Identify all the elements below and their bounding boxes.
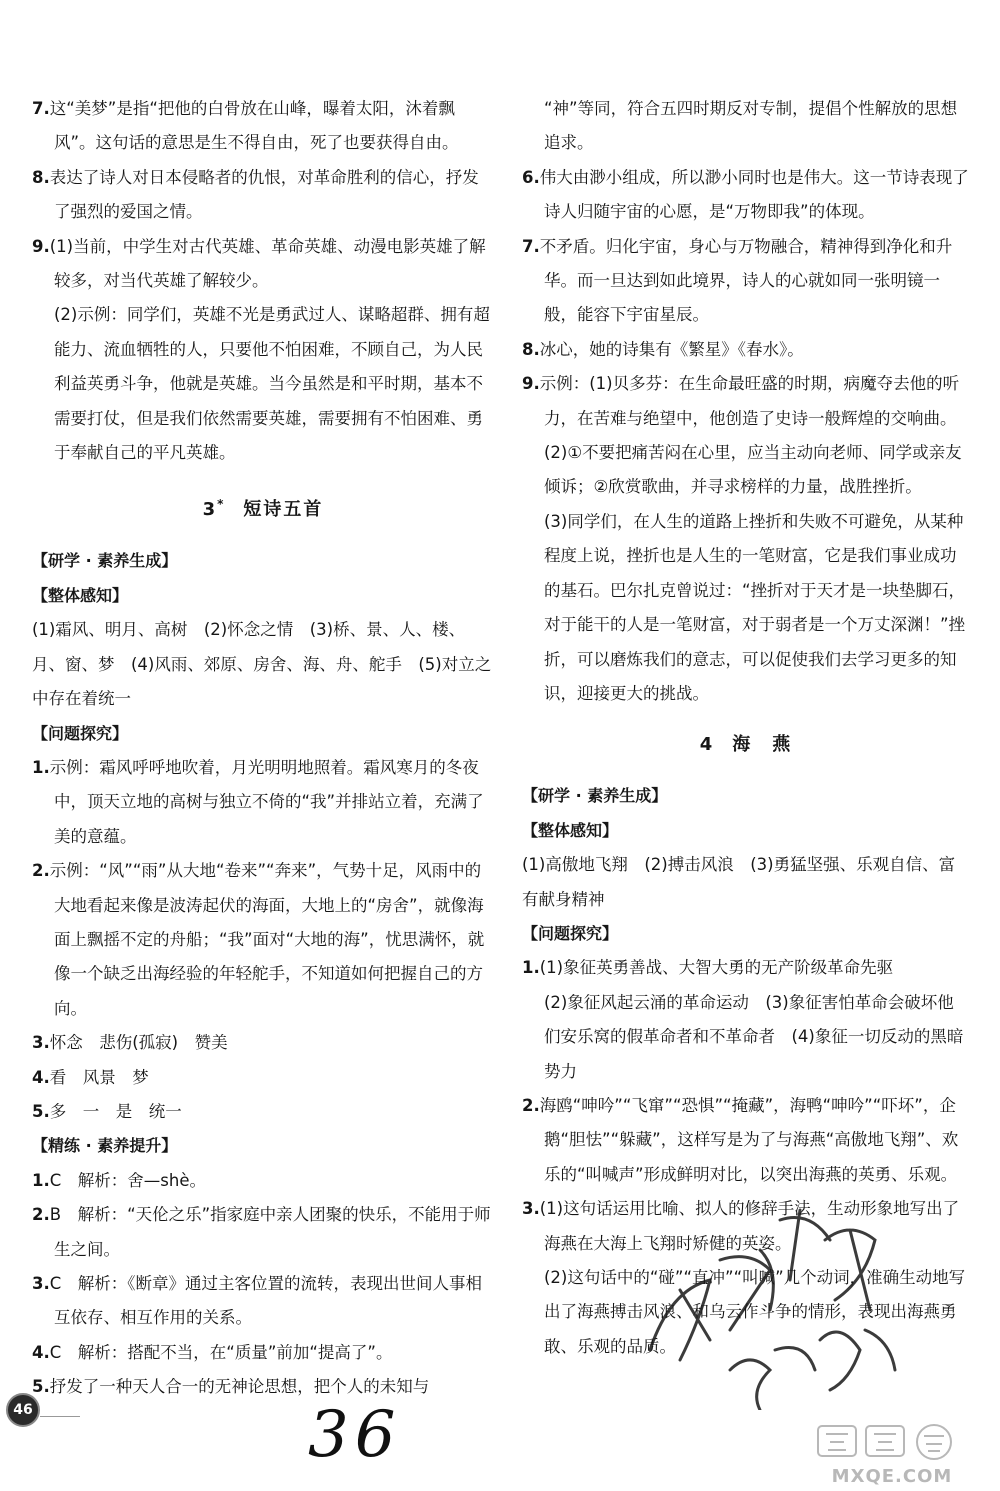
right-item-0 bbox=[522, 161, 970, 230]
s4-explore-item-0-number: 1. bbox=[522, 958, 540, 978]
left-item-0-text: 这“美梦”是指“把他的白骨放在山峰，曝着太阳，沐着飘风”。这句话的意思是生不得自由，死了也要获得自由。 bbox=[49, 99, 459, 153]
right-item-0-text: 伟大由渺小组成，所以渺小同时也是伟大。这一节诗表现了诗人归随宇宙的心愿，是“万物即我”的体现。 bbox=[539, 167, 969, 222]
section-4-explore-tag: 【问题探究】 bbox=[522, 923, 619, 943]
page-number-badge: 46 bbox=[6, 1393, 40, 1427]
section-3-study-tag: 【研学 · 素养生成】 bbox=[32, 551, 178, 571]
s3-practice-item-2 bbox=[32, 1267, 494, 1336]
s3-explore-item-0-text: 示例：霜风呼呼地吹着，月光明明地照着。霜风寒月的冬夜中，顶天立地的高树与独立不倚的“我”并排站立着，充满了美的意蕴。 bbox=[49, 757, 484, 846]
s4-explore-item-2-number: 3. bbox=[522, 1199, 540, 1219]
right-item-1-text: 不矛盾。归化宇宙，身心与万物融合，精神得到净化和升华。而一旦达到如此境界，诗人的心就如同一张明镜一般，能容下宇宙星辰。 bbox=[539, 236, 953, 325]
s4-explore-item-0-sub: (2)象征风起云涌的革命运动 (3)象征害怕革命会破坏他们安乐窝的假革命者和不革命者 (4)象征一切反动的黑暗势力 bbox=[544, 992, 964, 1081]
s3-practice-item-0-text: C 解析：舍—shè。 bbox=[49, 1170, 206, 1190]
right-item-0-number: 6. bbox=[522, 167, 540, 187]
section-3-overall-tag: 【整体感知】 bbox=[32, 585, 129, 605]
left-item-2-number: 9. bbox=[32, 236, 50, 256]
s3-explore-item-2-text: 怀念 悲伤(孤寂) 赞美 bbox=[49, 1033, 228, 1053]
s3-explore-item-1 bbox=[32, 854, 494, 1026]
s3-practice-item-1-text: B 解析：“天伦之乐”指家庭中亲人团聚的快乐，不能用于师生之间。 bbox=[49, 1205, 491, 1259]
s3-practice-item-3-number: 4. bbox=[32, 1342, 50, 1362]
s3-explore-item-0 bbox=[32, 751, 494, 854]
s3-explore-item-3 bbox=[32, 1061, 494, 1095]
left-item-0-number: 7. bbox=[32, 99, 50, 118]
s3-practice-item-3-text: C 解析：搭配不当，在“质量”前加“提高了”。 bbox=[49, 1342, 393, 1362]
page-number-rule bbox=[40, 1416, 80, 1417]
s3-practice-item-1-number: 2. bbox=[32, 1205, 50, 1225]
s3-explore-item-4-text: 多 一 是 统一 bbox=[49, 1101, 182, 1121]
right-column bbox=[522, 92, 970, 1364]
s3-practice-item-2-text: C 解析：《断章》通过主客位置的流转，表现出世间人事相互依存、相互作用的关系。 bbox=[49, 1274, 483, 1328]
right-item-3-text: 示例：(1)贝多芬：在生命最旺盛的时期，病魔夺去他的听力，在苦难与绝望中，他创造了史诗一般辉煌的交响曲。 bbox=[539, 374, 960, 428]
right-item-2-number: 8. bbox=[522, 339, 540, 359]
s3-explore-item-1-number: 2. bbox=[32, 861, 50, 881]
left-item-2 bbox=[32, 230, 494, 299]
s3-practice-item-3 bbox=[32, 1336, 494, 1370]
s3-explore-item-3-number: 4. bbox=[32, 1067, 50, 1087]
section-3-overall-text: (1)霜风、明月、高树 (2)怀念之情 (3)桥、景、人、楼、月、窗、梦 (4)风雨、郊原、房舍、海、舟、舵手 (5)对立之中存在着统一 bbox=[32, 620, 492, 709]
s4-explore-item-2-text: (1)这句话运用比喻、拟人的修辞手法，生动形象地写出了海燕在大海上飞翔时矫健的英姿。 bbox=[539, 1199, 960, 1253]
left-item-2-text: (1)当前，中学生对古代英雄、革命英雄、动漫电影英雄了解较多，对当代英雄了解较少。 bbox=[49, 236, 486, 291]
s3-explore-item-4-number: 5. bbox=[32, 1101, 50, 1121]
continuation-text: “神”等同，符合五四时期反对专制，提倡个性解放的思想追求。 bbox=[544, 99, 958, 153]
right-item-3-number: 9. bbox=[522, 374, 540, 394]
handwritten-page-number: 36 bbox=[308, 1398, 402, 1472]
right-item-1-number: 7. bbox=[522, 236, 540, 256]
answer-site-logo bbox=[800, 1420, 995, 1490]
left-item-1 bbox=[32, 161, 494, 230]
s4-explore-item-1 bbox=[522, 1089, 970, 1192]
s4-explore-item-1-number: 2. bbox=[522, 1095, 540, 1115]
section-4-overall-tag: 【整体感知】 bbox=[522, 820, 619, 840]
right-item-3 bbox=[522, 367, 970, 436]
s4-explore-item-0 bbox=[522, 951, 970, 985]
s3-practice-item-4-text: 抒发了一种天人合一的无神论思想，把个人的未知与 bbox=[49, 1377, 430, 1397]
s3-explore-item-0-number: 1. bbox=[32, 757, 50, 777]
section-4-study-tag: 【研学 · 素养生成】 bbox=[522, 786, 668, 806]
section-3-explore-tag: 【问题探究】 bbox=[32, 723, 129, 743]
section-4-title: 4 海 燕 bbox=[699, 734, 793, 756]
section-3-title: 3* 短诗五首 bbox=[202, 497, 324, 521]
s3-explore-item-1-text: 示例：“风”“雨”从大地“卷来”“奔来”，气势十足，风雨中的大地看起来像是波涛起伏的海面，大地上的“房舍”，就像海面上飘摇不定的舟船；“我”面对“大地的海”，忧思满怀，就像一个缺乏出海经验的年轻舵手，不知道如何把握自己的方向。 bbox=[49, 861, 485, 1018]
s3-practice-item-4 bbox=[32, 1370, 494, 1404]
s3-explore-item-3-text: 看 风景 梦 bbox=[49, 1067, 149, 1087]
left-item-1-text: 表达了诗人对日本侵略者的仇恨，对革命胜利的信心，抒发了强烈的爱国之情。 bbox=[49, 167, 479, 222]
right-item-2 bbox=[522, 333, 970, 367]
left-item-0 bbox=[32, 92, 494, 161]
svg-text:MXQE.COM: MXQE.COM bbox=[831, 1466, 953, 1487]
s3-explore-item-2-number: 3. bbox=[32, 1033, 50, 1053]
left-column bbox=[32, 92, 494, 1405]
s4-explore-item-2-sub: (2)这句话中的“碰”“直冲”“叫喊”几个动词，准确生动地写出了海燕搏击风浪、和乌云作斗争的情形，表现出海燕勇敢、乐观的品质。 bbox=[544, 1268, 966, 1356]
s3-practice-item-2-number: 3. bbox=[32, 1274, 50, 1293]
item-9-sub-2-right: (2)①不要把痛苦闷在心里，应当主动向老师、同学或亲友倾诉；②欣赏歌曲，并寻求榜样的力量，战胜挫折。 bbox=[544, 443, 962, 497]
s3-practice-item-1 bbox=[32, 1198, 494, 1267]
right-item-2-text: 冰心，她的诗集有《繁星》《春水》。 bbox=[539, 339, 804, 359]
s3-practice-item-4-number: 5. bbox=[32, 1377, 50, 1397]
right-item-1 bbox=[522, 230, 970, 333]
left-item-1-number: 8. bbox=[32, 167, 50, 187]
watermark-stamp bbox=[610, 1180, 930, 1410]
s4-explore-item-0-text: (1)象征英勇善战、大智大勇的无产阶级革命先驱 bbox=[539, 958, 894, 978]
item-9-sub-2: (2)示例：同学们，英雄不光是勇武过人、谋略超群、拥有超能力、流血牺牲的人，只要他不怕困难，不顾自己，为人民利益英勇斗争，他就是英雄。当今虽然是和平时期，基本不需要打仗，但是我们依然需要英雄，需要拥有不怕困难、勇于奉献自己的平凡英雄。 bbox=[54, 305, 490, 463]
item-9-sub-3-right: (3)同学们，在人生的道路上挫折和失败不可避免，从某种程度上说，挫折也是人生的一笔财富，它是我们事业成功的基石。巴尔扎克曾说过：“挫折对于天才是一块垫脚石，对于能干的人是一笔财富，对于弱者是一个万丈深渊！”挫折，可以磨炼我们的意志，可以促使我们去学习更多的知识，迎接更大的挑战。 bbox=[544, 511, 966, 703]
section-3-practice-tag: 【精练 · 素养提升】 bbox=[32, 1136, 178, 1156]
section-4-overall-text: (1)高傲地飞翔 (2)搏击风浪 (3)勇猛坚强、乐观自信、富有献身精神 bbox=[522, 855, 956, 909]
s3-practice-item-0 bbox=[32, 1164, 494, 1198]
s3-explore-item-4 bbox=[32, 1095, 494, 1129]
s3-practice-item-0-number: 1. bbox=[32, 1170, 50, 1190]
s3-explore-item-2 bbox=[32, 1026, 494, 1060]
s4-explore-item-1-text: 海鸥“呻吟”“飞窜”“恐惧”“掩藏”，海鸭“呻吟”“吓坏”，企鹅“胆怯”“躲藏”，这样写是为了与海燕“高傲地飞翔”、欢乐的“叫喊声”形成鲜明对比，以突出海燕的英勇、乐观。 bbox=[539, 1095, 959, 1184]
